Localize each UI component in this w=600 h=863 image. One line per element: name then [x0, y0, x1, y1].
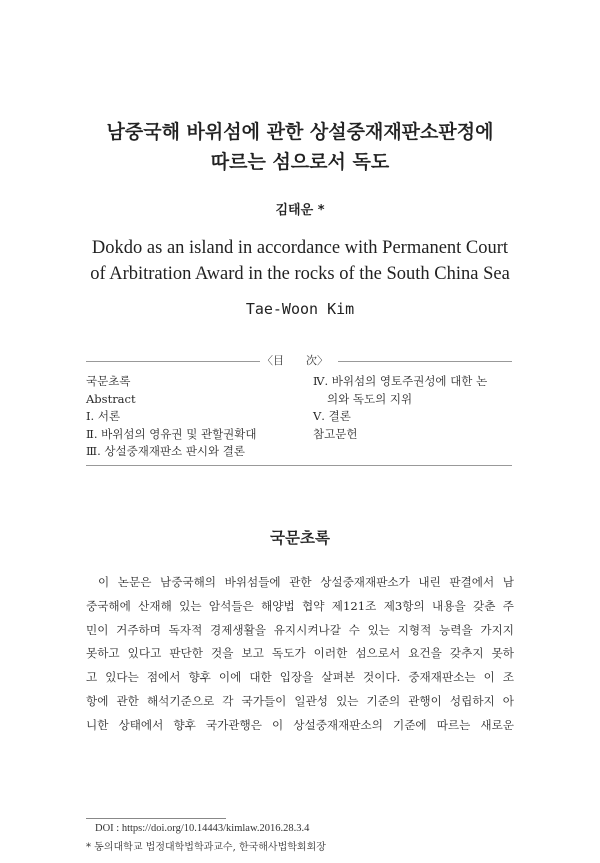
- toc-bottom-rule: [86, 465, 512, 466]
- toc-left-column: [86, 373, 311, 461]
- toc-item[interactable]: [313, 373, 513, 408]
- toc-heading: 〈目 次〉: [262, 354, 328, 367]
- toc-item-continuation: 의와 독도의 지위: [327, 391, 413, 406]
- toc-item[interactable]: Abstract: [86, 391, 136, 406]
- korean-title-line-1: 남중국해 바위섬에 관한 상설중재재판소판정에: [106, 121, 494, 143]
- toc-item[interactable]: Ⅴ. 결론: [313, 409, 351, 423]
- toc-top-rule-right: [338, 361, 512, 362]
- abstract-body: [86, 571, 514, 738]
- toc-item[interactable]: Ⅲ. 상설중재재판소 판시와 결론: [86, 444, 246, 458]
- toc-top-rule-left: [86, 361, 260, 362]
- english-title-line-1: Dokdo as an island in accordance with Permanent Court: [91, 238, 509, 258]
- toc-right-column: [313, 373, 513, 443]
- abstract-line: 니한 상태에서 향후 국가관행은 이 상설중재재판소의 기준에 따르는 새로운: [86, 717, 514, 732]
- abstract-line: 이 논문은 남중국해의 바위섬들에 관한 상설중재재판소가 내린 판결에서 남: [98, 575, 514, 589]
- abstract-line: 중국해에 산재해 있는 암석들은 해양법 협약 제121조 제3항의 내용을 갖춘 주: [86, 598, 514, 613]
- abstract-line: 민이 거주하며 독자적 경제생활을 유지시켜나갈 수 있는 지형적 능력을 가지지: [86, 622, 514, 637]
- english-author: Tae-Woon Kim: [245, 300, 355, 318]
- english-title-line-2: of Arbitration Award in the rocks of the South China Sea: [90, 264, 510, 284]
- doi-footnote[interactable]: DOI : https://doi.org/10.14443/kimlaw.2016.28.3.4: [95, 823, 310, 834]
- korean-title-line-2: 따르는 섬으로서 독도: [210, 151, 390, 173]
- toc-item[interactable]: 참고문헌: [313, 426, 358, 441]
- abstract-line: 항에 관한 해석기준으로 각 국가들이 일관성 있는 기준의 관행이 성립하지 아: [86, 693, 514, 708]
- toc-item-label: Ⅳ. 바위섬의 영토주권성에 대한 논: [313, 374, 488, 388]
- abstract-line: 못하고 있다고 판단한 것을 보고 독도가 이러한 섬으로서 요건을 갖추지 못하: [86, 646, 514, 661]
- affiliation-footnote: * 동의대학교 법정대학법학과교수, 한국해사법학회회장: [86, 842, 326, 853]
- toc-item[interactable]: Ⅱ. 바위섬의 영유권 및 관할권확대: [86, 426, 257, 441]
- footnote-rule: [86, 818, 226, 819]
- section-title: 국문초록: [270, 529, 330, 547]
- korean-author: 김태운 *: [275, 203, 325, 218]
- abstract-line: 고 있다는 점에서 향후 이에 대한 입장을 살펴본 것이다. 중재재판소는 이 조: [86, 670, 514, 685]
- toc-item[interactable]: Ⅰ. 서론: [86, 409, 121, 423]
- toc-item[interactable]: 국문초록: [86, 374, 131, 388]
